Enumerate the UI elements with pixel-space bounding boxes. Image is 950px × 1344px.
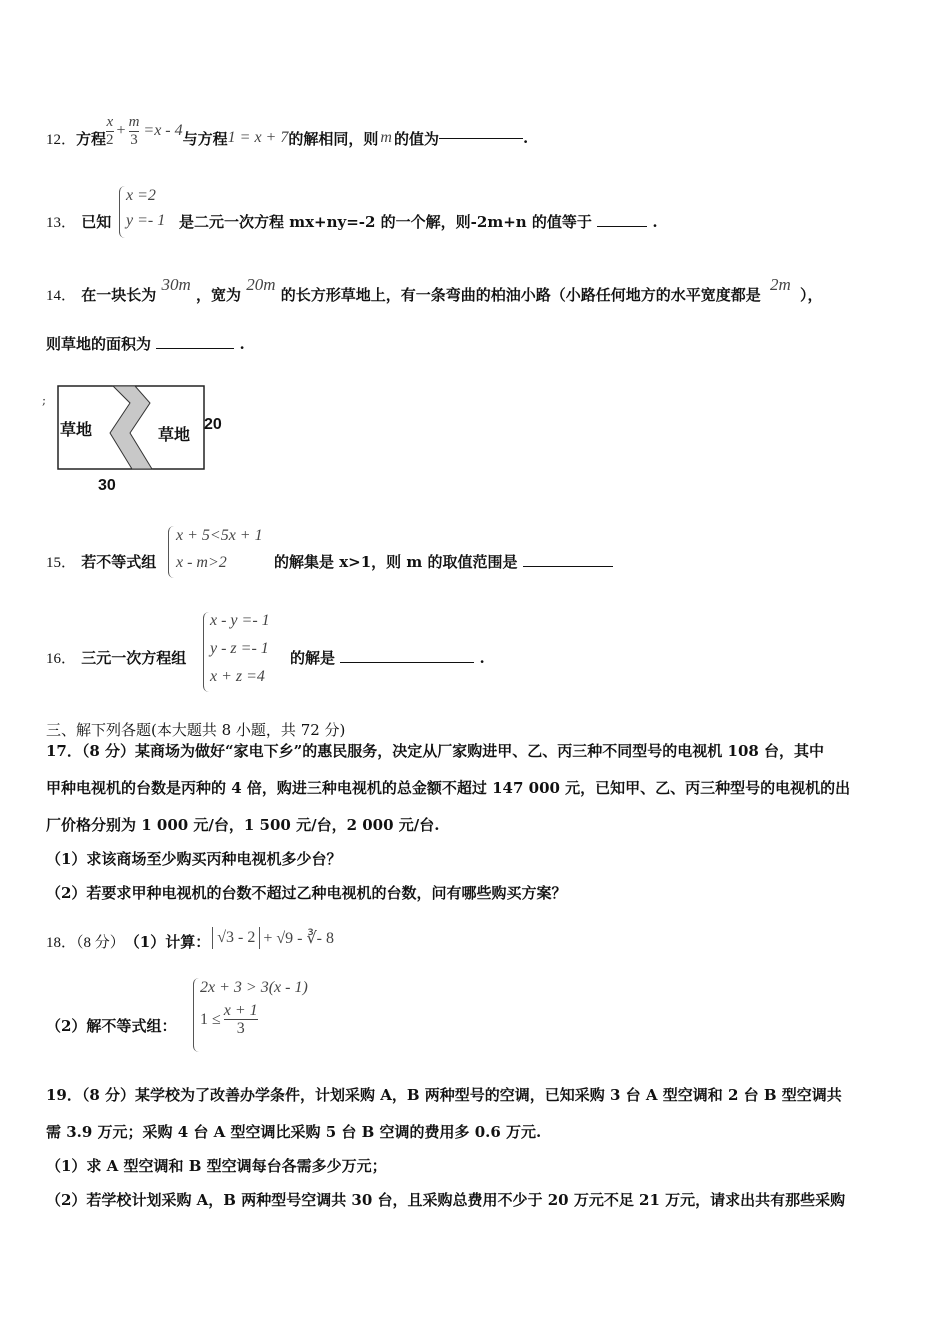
fraction-x-over-2 bbox=[106, 114, 114, 149]
question-text: ）， bbox=[800, 286, 823, 304]
height-label: 20 bbox=[204, 416, 222, 433]
fraction-x-plus-1-over-3: $\frac{x + 1}{3}$ bbox=[223, 1002, 258, 1037]
radical-expression: + √9 - ∛- 8 bbox=[263, 930, 334, 947]
inequality-brace bbox=[168, 526, 175, 578]
question-number: 14． bbox=[46, 288, 77, 304]
equation-system bbox=[210, 607, 270, 691]
system-line-1: 2x + 3 > 3(x - 1) bbox=[200, 979, 308, 996]
question-13-text bbox=[179, 211, 658, 232]
question-text: 已知 bbox=[81, 213, 112, 231]
equation-system bbox=[126, 182, 165, 235]
question-text: 的解是 bbox=[290, 649, 336, 667]
question-line: 19．（8 分）某学校为了改善办学条件，计划采购 A，B 两种型号的空调，已知采购 3 台 A 型空调和 2 台 B 型空调共 bbox=[46, 1086, 842, 1104]
inequality-system bbox=[200, 974, 308, 1037]
question-line: 甲种电视机的台数是丙种的 4 倍，购进三种电视机的总金额不超过 147 000 元，已知甲、乙、丙三种型号的电视机的出 bbox=[46, 779, 851, 797]
section-title: 三、解下列各题(本大题共 8 小题，共 72 分) bbox=[46, 721, 346, 739]
equation-brace bbox=[203, 612, 210, 692]
answer-blank bbox=[439, 137, 523, 139]
right-lawn-label: 草地 bbox=[158, 425, 191, 444]
width-label: 30 bbox=[98, 477, 116, 494]
equation-rhs: =x - 4 bbox=[143, 122, 183, 139]
period: . bbox=[239, 335, 245, 353]
sub-question-2: （2）若要求甲种电视机的台数不超过乙种电视机的台数，问有哪些购买方案？ bbox=[46, 884, 567, 902]
question-13 bbox=[46, 211, 111, 232]
question-number: 15． bbox=[46, 555, 77, 571]
question-line: 17．（8 分）某商场为做好“家电下乡”的惠民服务，决定从厂家购进甲、乙、丙三种不同型号的电视机 108 台，其中 bbox=[46, 742, 825, 760]
period: . bbox=[522, 129, 529, 147]
sub-question-1: （1）求该商场至少购买丙种电视机多少台？ bbox=[46, 850, 342, 868]
denominator: 3 bbox=[130, 131, 138, 148]
numerator: m bbox=[128, 113, 140, 130]
question-16 bbox=[46, 647, 186, 668]
inequality-system bbox=[176, 522, 263, 577]
question-14 bbox=[46, 275, 823, 305]
absolute-value-expression: √3 - 2 bbox=[212, 927, 260, 949]
question-12 bbox=[46, 113, 529, 158]
period: . bbox=[652, 213, 658, 231]
question-15-text bbox=[274, 551, 613, 572]
question-16-text bbox=[290, 647, 485, 668]
plus-sign: + bbox=[116, 122, 126, 139]
equation-2: 1 = x + 7 bbox=[227, 129, 289, 146]
question-text: 则草地的面积为 bbox=[46, 335, 152, 353]
system-line-2: x - m>2 bbox=[176, 554, 227, 571]
question-line: 厂价格分别为 1 000 元/台，1 500 元/台，2 000 元/台. bbox=[46, 816, 440, 834]
system-line-1: x - y =- 1 bbox=[210, 612, 270, 629]
question-19 bbox=[46, 1078, 845, 1217]
system-line-2: y =- 1 bbox=[126, 212, 166, 229]
numerator: x bbox=[106, 113, 114, 130]
system-line-2: 1 ≤ $\frac{x + 1}{3}$ bbox=[200, 1002, 258, 1037]
question-text: 与方程 bbox=[182, 129, 228, 148]
question-text: 的解相同，则 bbox=[288, 129, 379, 148]
lawn-diagram bbox=[40, 378, 240, 503]
road-width-value: 2m bbox=[770, 275, 791, 294]
question-text: 是二元一次方程 mx+ny=-2 的一个解，则-2m+n 的值等于 bbox=[179, 213, 592, 231]
stray-mark: ; bbox=[42, 393, 47, 407]
inequality-brace bbox=[193, 978, 200, 1052]
question-number: 12． bbox=[46, 131, 77, 148]
question-18 bbox=[46, 930, 334, 952]
question-number: 18．（8 分） bbox=[46, 934, 125, 951]
answer-blank bbox=[156, 347, 234, 349]
question-17 bbox=[46, 734, 850, 910]
fraction-m-over-3 bbox=[129, 114, 140, 149]
question-text: 若不等式组 bbox=[81, 553, 157, 571]
question-18-part-2: （2）解不等式组： bbox=[46, 1017, 177, 1035]
system-line-1: x + 5<5x + 1 bbox=[176, 527, 263, 544]
period: . bbox=[479, 649, 485, 667]
question-text: ，宽为 bbox=[196, 286, 242, 304]
question-text: 在一块长为 bbox=[81, 286, 157, 304]
length-value: 30m bbox=[161, 275, 191, 294]
question-text: 方程 bbox=[76, 129, 107, 148]
question-text: （1）计算： bbox=[124, 932, 211, 951]
sub-question-2: （2）若学校计划采购 A，B 两种型号空调共 30 台，且采购总费用不少于 20 万元不足 21 万元，请求出共有那些采购 bbox=[46, 1191, 846, 1209]
system-line-3: x + z =4 bbox=[210, 668, 265, 685]
system-line-2: y - z =- 1 bbox=[210, 640, 269, 657]
answer-blank bbox=[340, 661, 474, 663]
width-value: 20m bbox=[246, 275, 276, 294]
question-14-line-2 bbox=[46, 333, 245, 354]
question-text: 的解集是 x>1，则 m 的取值范围是 bbox=[274, 553, 518, 571]
question-line: 需 3.9 万元；采购 4 台 A 型空调比采购 5 台 B 空调的费用多 0.6 万元. bbox=[46, 1123, 542, 1141]
answer-blank bbox=[597, 225, 647, 227]
denominator: 2 bbox=[106, 131, 114, 148]
question-15 bbox=[46, 551, 156, 572]
equation-brace bbox=[119, 186, 126, 238]
question-text: 的值为 bbox=[393, 129, 439, 148]
system-line-1: x =2 bbox=[126, 187, 156, 204]
question-number: 16． bbox=[46, 651, 77, 667]
answer-blank bbox=[523, 565, 613, 567]
question-text: 的长方形草地上，有一条弯曲的柏油小路（小路任何地方的水平宽度都是 bbox=[280, 286, 761, 304]
question-number: 13． bbox=[46, 215, 77, 231]
variable-m: m bbox=[380, 129, 392, 146]
sub-question-1: （1）求 A 型空调和 B 型空调每台各需多少万元； bbox=[46, 1157, 387, 1175]
left-lawn-label: 草地 bbox=[60, 420, 93, 439]
question-text: 三元一次方程组 bbox=[81, 649, 187, 667]
lawn-figure bbox=[40, 378, 240, 503]
